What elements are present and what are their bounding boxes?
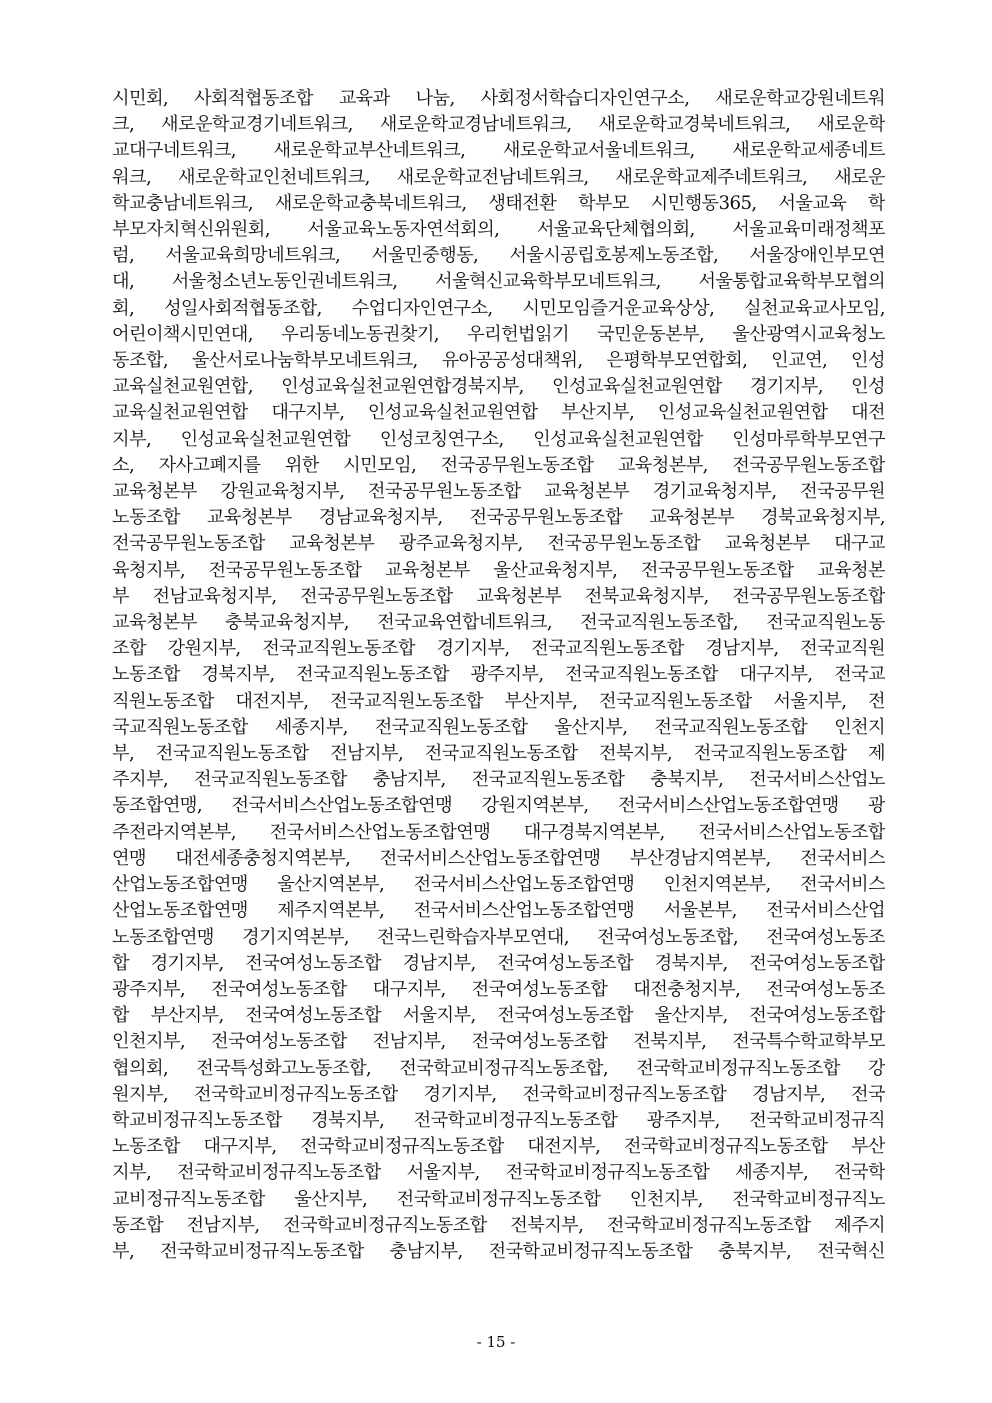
text-line: 노동조합 대구지부, 전국학교비정규직노동조합 대전지부, 전국학교비정규직노동조합 부산 xyxy=(112,1136,885,1158)
text-line: 동조합 전남지부, 전국학교비정규직노동조합 전북지부, 전국학교비정규직노동조합 제주지 xyxy=(112,1214,885,1236)
text-line: 원지부, 전국학교비정규직노동조합 경기지부, 전국학교비정규직노동조합 경남지부, 전국 xyxy=(112,1083,885,1105)
text-line: 동조합, 울산서로나눔학부모네트워크, 유아공공성대책위, 은평학부모연합회, 인교연, 인성 xyxy=(112,350,885,372)
text-line: 전국공무원노동조합 교육청본부 광주교육청지부, 전국공무원노동조합 교육청본부 대구교 xyxy=(112,533,885,555)
text-line: 합 경기지부, 전국여성노동조합 경남지부, 전국여성노동조합 경북지부, 전국여성노동조합 xyxy=(112,952,885,974)
text-line: 교비정규직노동조합 울산지부, 전국학교비정규직노동조합 인천지부, 전국학교비정규직노 xyxy=(112,1188,885,1210)
text-line: 지부, 인성교육실천교원연합 인성코칭연구소, 인성교육실천교원연합 인성마루학부모연구 xyxy=(112,428,885,450)
text-line: 크, 새로운학교경기네트워크, 새로운학교경남네트워크, 새로운학교경북네트워크, 새로운학 xyxy=(112,114,885,136)
text-line: 부, 전국교직원노동조합 전남지부, 전국교직원노동조합 전북지부, 전국교직원노동조합 제 xyxy=(112,743,885,765)
text-line: 노동조합 경북지부, 전국교직원노동조합 광주지부, 전국교직원노동조합 대구지부, 전국교 xyxy=(112,664,885,686)
text-line: 소, 자사고폐지를 위한 시민모임, 전국공무원노동조합 교육청본부, 전국공무원노동조합 xyxy=(112,454,885,476)
text-line: 조합 강원지부, 전국교직원노동조합 경기지부, 전국교직원노동조합 경남지부, 전국교직원 xyxy=(112,638,885,660)
text-line: 학교비정규직노동조합 경북지부, 전국학교비정규직노동조합 광주지부, 전국학교비정규직 xyxy=(112,1109,885,1131)
text-line: 산업노동조합연맹 제주지역본부, 전국서비스산업노동조합연맹 서울본부, 전국서비스산업 xyxy=(112,900,885,922)
text-line: 대, 서울청소년노동인권네트워크, 서울혁신교육학부모네트워크, 서울통합교육학부모협의 xyxy=(112,271,885,293)
text-line: 교육실천교원연합, 인성교육실천교원연합경북지부, 인성교육실천교원연합 경기지부, 인성 xyxy=(112,376,885,398)
text-line: 시민회, 사회적협동조합 교육과 나눔, 사회정서학습디자인연구소, 새로운학교강원네트워 xyxy=(112,88,885,109)
text-line: 육청지부, 전국공무원노동조합 교육청본부 울산교육청지부, 전국공무원노동조합 교육청본 xyxy=(112,559,885,581)
text-line: 노동조합연맹 경기지역본부, 전국느린학습자부모연대, 전국여성노동조합, 전국여성노동조 xyxy=(112,926,885,948)
text-line: 어린이책시민연대, 우리동네노동권찾기, 우리헌법읽기 국민운동본부, 울산광역시교육청노 xyxy=(112,323,885,345)
text-line: 부 전남교육청지부, 전국공무원노동조합 교육청본부 전북교육청지부, 전국공무원노동조합 xyxy=(112,585,885,607)
text-line: 워크, 새로운학교인천네트워크, 새로운학교전남네트워크, 새로운학교제주네트워크, 새로운 xyxy=(112,166,885,188)
text-line: 협의회, 전국특성화고노동조합, 전국학교비정규직노동조합, 전국학교비정규직노동조합 강 xyxy=(112,1057,885,1079)
text-line: 동조합연맹, 전국서비스산업노동조합연맹 강원지역본부, 전국서비스산업노동조합연맹 광 xyxy=(112,795,885,817)
text-line: 합 부산지부, 전국여성노동조합 서울지부, 전국여성노동조합 울산지부, 전국여성노동조합 xyxy=(112,1005,885,1027)
text-line: 인천지부, 전국여성노동조합 전남지부, 전국여성노동조합 전북지부, 전국특수학교학부모 xyxy=(112,1031,885,1053)
text-line: 노동조합 교육청본부 경남교육청지부, 전국공무원노동조합 교육청본부 경북교육청지부, xyxy=(112,507,885,529)
text-line: 교대구네트워크, 새로운학교부산네트워크, 새로운학교서울네트워크, 새로운학교세종네트 xyxy=(112,140,885,162)
text-line: 광주지부, 전국여성노동조합 대구지부, 전국여성노동조합 대전충청지부, 전국여성노동조 xyxy=(112,978,885,1000)
text-line: 연맹 대전세종충청지역본부, 전국서비스산업노동조합연맹 부산경남지역본부, 전국서비스 xyxy=(112,847,885,869)
text-line: 교육실천교원연합 대구지부, 인성교육실천교원연합 부산지부, 인성교육실천교원연합 대전 xyxy=(112,402,885,424)
text-line: 산업노동조합연맹 울산지역본부, 전국서비스산업노동조합연맹 인천지역본부, 전국서비스 xyxy=(112,874,885,896)
text-line: 교육청본부 강원교육청지부, 전국공무원노동조합 교육청본부 경기교육청지부, 전국공무원 xyxy=(112,481,885,503)
body-text xyxy=(112,86,885,1265)
text-line: 주지부, 전국교직원노동조합 충남지부, 전국교직원노동조합 충북지부, 전국서비스산업노 xyxy=(112,769,885,791)
text-line: 부모자치혁신위원회, 서울교육노동자연석회의, 서울교육단체협의회, 서울교육미래정책포 xyxy=(112,219,885,241)
text-line: 직원노동조합 대전지부, 전국교직원노동조합 부산지부, 전국교직원노동조합 서울지부, 전 xyxy=(112,690,885,712)
text-line: 지부, 전국학교비정규직노동조합 서울지부, 전국학교비정규직노동조합 세종지부, 전국학 xyxy=(112,1162,885,1184)
text-line: 교육청본부 충북교육청지부, 전국교육연합네트워크, 전국교직원노동조합, 전국교직원노동 xyxy=(112,612,885,634)
text-line: 학교충남네트워크, 새로운학교충북네트워크, 생태전환 학부모 시민행동365, 서울교육 학 xyxy=(112,192,885,214)
text-line: 주전라지역본부, 전국서비스산업노동조합연맹 대구경북지역본부, 전국서비스산업노동조합 xyxy=(112,821,885,843)
page-number: - 15 - xyxy=(476,1333,516,1351)
text-line: 부, 전국학교비정규직노동조합 충남지부, 전국학교비정규직노동조합 충북지부, 전국혁신 xyxy=(112,1240,885,1262)
text-line: 국교직원노동조합 세종지부, 전국교직원노동조합 울산지부, 전국교직원노동조합 인천지 xyxy=(112,716,885,738)
text-line: 럼, 서울교육희망네트워크, 서울민중행동, 서울시공립호봉제노동조합, 서울장애인부모연 xyxy=(112,245,885,267)
text-line: 회, 성일사회적협동조합, 수업디자인연구소, 시민모임즐거운교육상상, 실천교육교사모임, xyxy=(112,297,885,319)
